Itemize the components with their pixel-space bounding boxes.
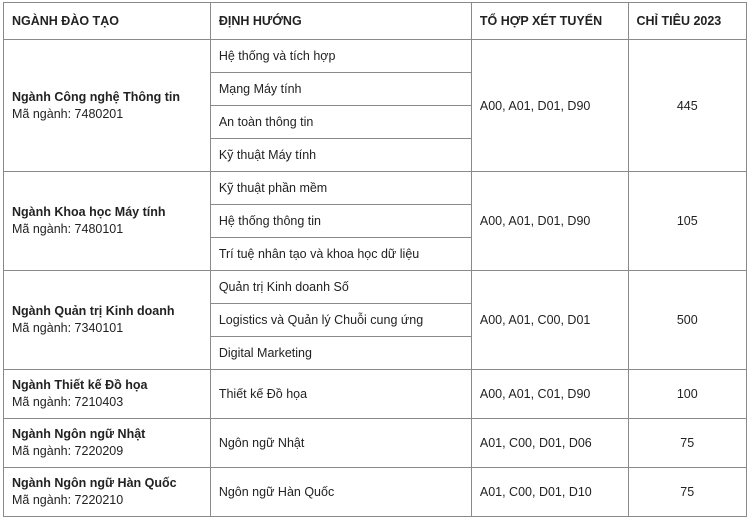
quota-cell: 75 — [628, 419, 747, 468]
table-row — [4, 419, 747, 468]
direction-cell: Trí tuệ nhân tạo và khoa học dữ liệu — [210, 238, 471, 271]
direction-cell: Hệ thống và tích hợp — [210, 40, 471, 73]
major-code: Mã ngành: 7340101 — [12, 321, 124, 335]
major-name: Ngành Thiết kế Đồ họa — [12, 378, 148, 392]
major-cell — [4, 40, 211, 172]
major-name: Ngành Công nghệ Thông tin — [12, 89, 181, 104]
direction-cell: Quản trị Kinh doanh Số — [210, 271, 471, 304]
major-code: Mã ngành: 7220210 — [12, 493, 124, 507]
direction-cell: Hệ thống thông tin — [210, 205, 471, 238]
quota-cell: 75 — [628, 468, 747, 517]
major-code: Mã ngành: 7220209 — [12, 444, 124, 458]
quota-cell: 445 — [628, 40, 747, 172]
table-row — [4, 172, 747, 205]
direction-cell: Logistics và Quản lý Chuỗi cung ứng — [210, 304, 471, 337]
header-quota: CHỈ TIÊU 2023 — [628, 3, 747, 40]
header-combination: TỔ HỢP XÉT TUYỂN — [471, 3, 628, 40]
header-direction: ĐỊNH HƯỚNG — [210, 3, 471, 40]
major-cell — [4, 468, 211, 517]
table-row — [4, 370, 747, 419]
major-name: Ngành Quản trị Kinh doanh — [12, 304, 175, 318]
major-cell — [4, 271, 211, 370]
major-code: Mã ngành: 7480101 — [12, 222, 124, 236]
combination-cell: A01, C00, D01, D10 — [471, 468, 628, 517]
combination-cell: A00, A01, C00, D01 — [471, 271, 628, 370]
quota-cell: 100 — [628, 370, 747, 419]
direction-cell: Ngôn ngữ Nhật — [210, 419, 471, 468]
quota-cell: 105 — [628, 172, 747, 271]
direction-cell: An toàn thông tin — [210, 106, 471, 139]
direction-cell: Digital Marketing — [210, 337, 471, 370]
combination-cell: A00, A01, C01, D90 — [471, 370, 628, 419]
table-row — [4, 40, 747, 73]
header-major: NGÀNH ĐÀO TẠO — [4, 3, 211, 40]
combination-cell: A00, A01, D01, D90 — [471, 172, 628, 271]
major-cell — [4, 419, 211, 468]
major-cell — [4, 172, 211, 271]
major-code: Mã ngành: 7210403 — [12, 395, 124, 409]
direction-cell: Kỹ thuật Máy tính — [210, 139, 471, 172]
combination-cell: A01, C00, D01, D06 — [471, 419, 628, 468]
admissions-table — [3, 2, 747, 517]
major-code: Mã ngành: 7480201 — [12, 106, 124, 121]
direction-cell: Ngôn ngữ Hàn Quốc — [210, 468, 471, 517]
table-row — [4, 468, 747, 517]
combination-cell: A00, A01, D01, D90 — [471, 40, 628, 172]
header-row — [4, 3, 747, 40]
major-name: Ngành Khoa học Máy tính — [12, 205, 166, 219]
major-name: Ngành Ngôn ngữ Hàn Quốc — [12, 476, 177, 490]
major-cell — [4, 370, 211, 419]
direction-cell: Mạng Máy tính — [210, 73, 471, 106]
direction-cell: Thiết kế Đồ họa — [210, 370, 471, 419]
quota-cell: 500 — [628, 271, 747, 370]
major-name: Ngành Ngôn ngữ Nhật — [12, 427, 146, 441]
direction-cell: Kỹ thuật phần mềm — [210, 172, 471, 205]
table-row — [4, 271, 747, 304]
